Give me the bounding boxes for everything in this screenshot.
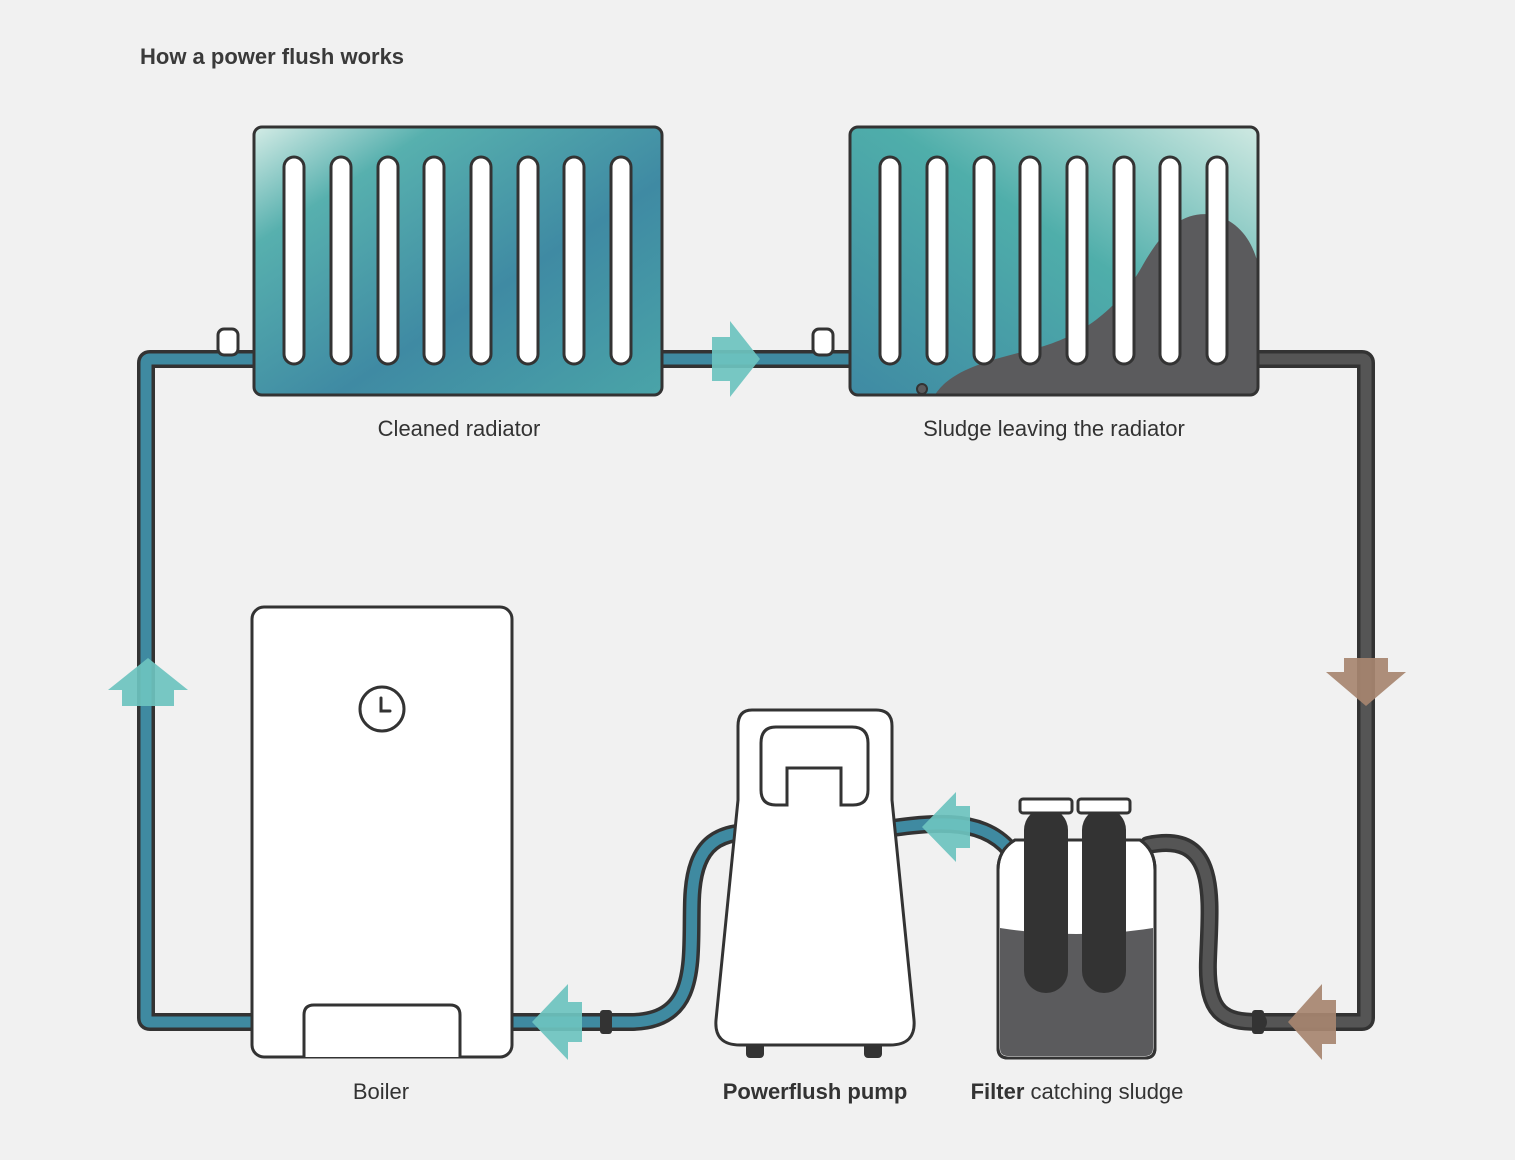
sludge-radiator-label: Sludge leaving the radiator xyxy=(923,416,1185,441)
hose-coupling-right xyxy=(1252,1010,1264,1034)
arrow-icon xyxy=(922,792,970,862)
arrow-icon xyxy=(108,658,188,706)
filter-tube-left xyxy=(1024,808,1068,993)
cleaned-radiator xyxy=(218,127,662,395)
filter-label-rest: catching sludge xyxy=(1024,1079,1184,1104)
bleed-valve xyxy=(218,329,238,355)
filter-label-bold: Filter xyxy=(970,1079,1025,1104)
cleaned-radiator-label: Cleaned radiator xyxy=(377,416,541,441)
bleed-valve xyxy=(813,329,833,355)
arrow-icon xyxy=(532,984,582,1060)
arrow-icon xyxy=(712,321,760,397)
filter-tube-right xyxy=(1082,808,1126,993)
powerflush-pump xyxy=(716,710,914,1058)
sludge-filter xyxy=(998,799,1155,1058)
filter-cap-right xyxy=(1078,799,1130,813)
arrow-icon xyxy=(1288,984,1336,1060)
filter-cap-left xyxy=(1020,799,1072,813)
arrow-icon xyxy=(1326,658,1406,706)
hose-coupling-left xyxy=(600,1010,612,1034)
sludge-radiator xyxy=(813,127,1262,400)
filter-label xyxy=(971,1079,1184,1105)
boiler-hatch xyxy=(304,1005,460,1057)
pump-label: Powerflush pump xyxy=(722,1079,908,1104)
boiler xyxy=(252,607,512,1057)
filter-sludge-level xyxy=(1000,928,1153,1056)
boiler-label: Boiler xyxy=(352,1079,410,1104)
drain-plug xyxy=(917,384,927,394)
clock-icon xyxy=(360,687,404,731)
page-title: How a power flush works xyxy=(140,44,405,69)
